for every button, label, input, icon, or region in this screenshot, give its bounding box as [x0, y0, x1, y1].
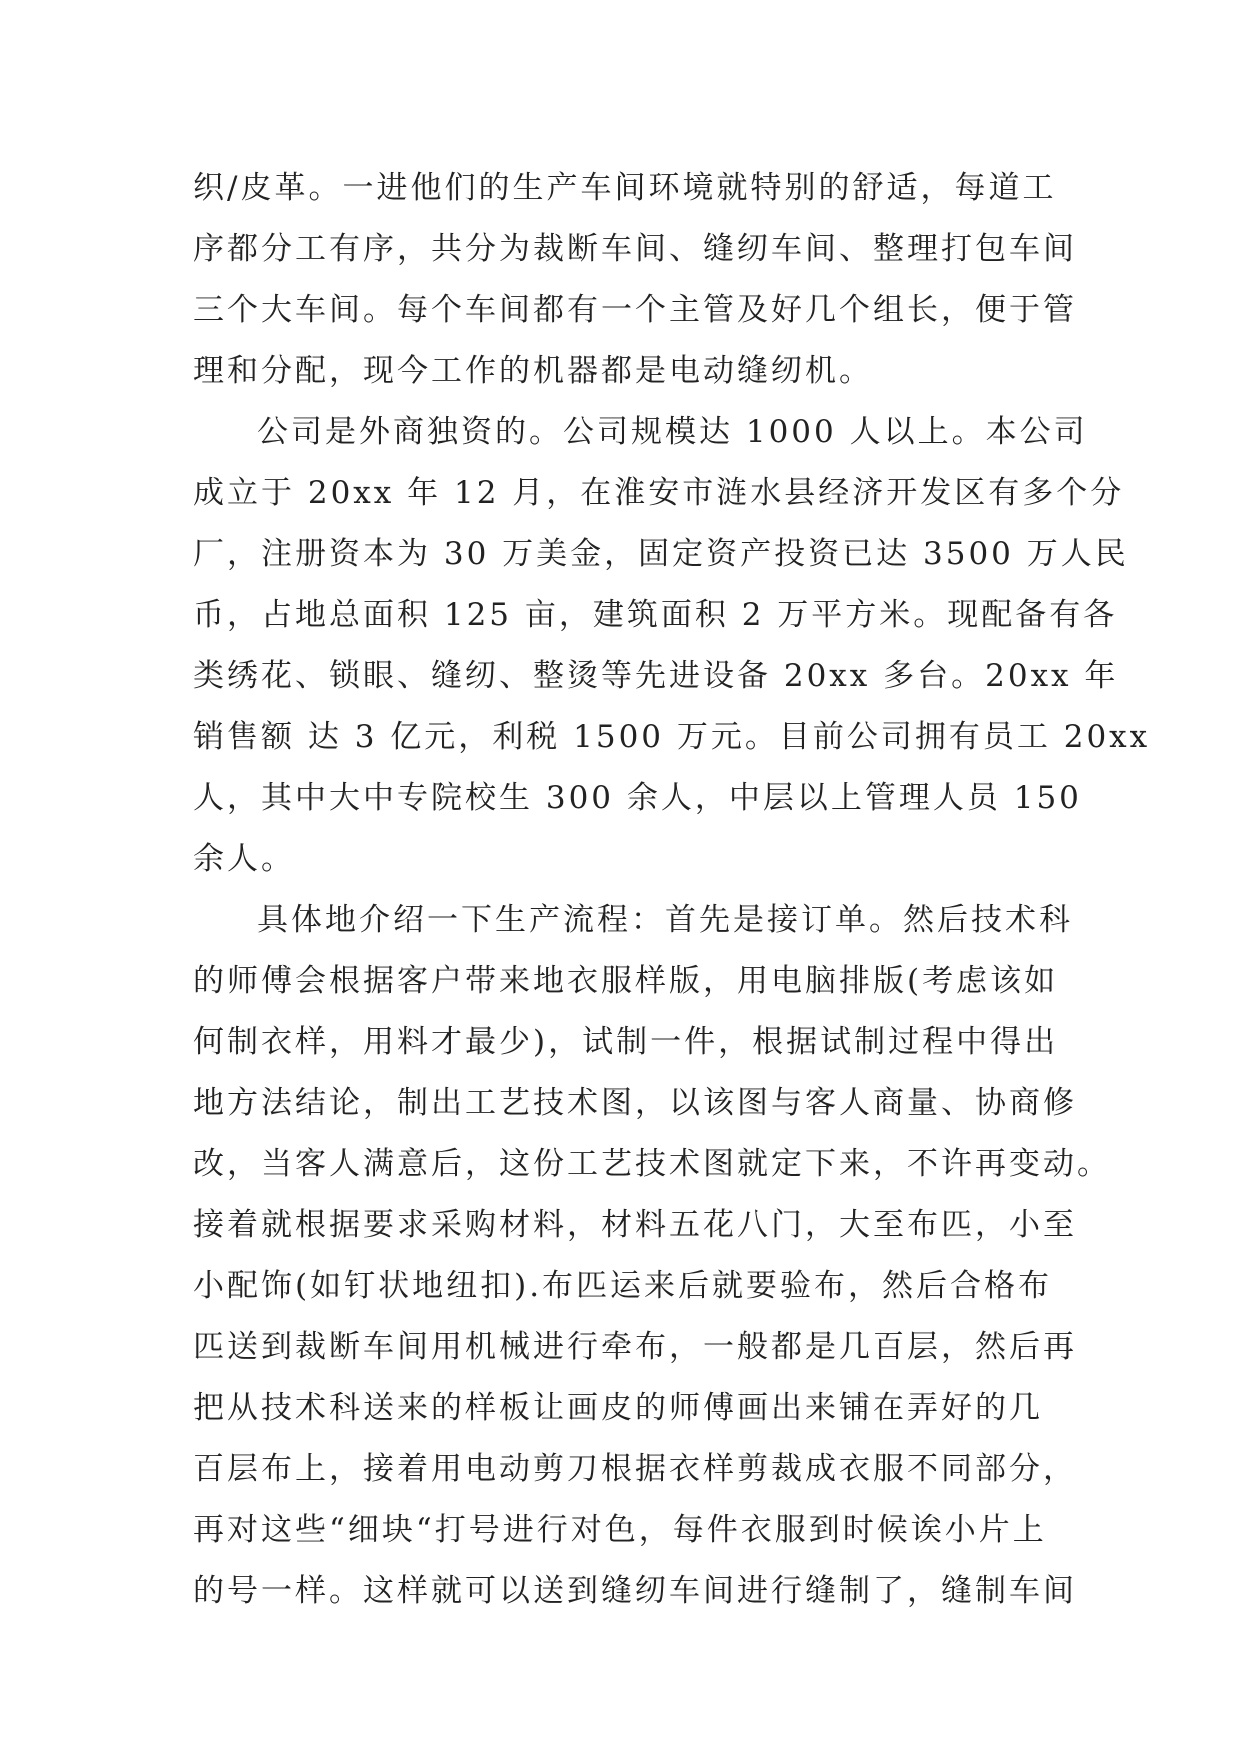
text-line: 匹送到裁断车间用机械进行牵布，一般都是几百层，然后再	[193, 1329, 1077, 1365]
body-text	[193, 158, 1151, 1622]
text-line: 公司是外商独资的。公司规模达 1000 人以上。本公司	[257, 414, 1088, 450]
text-line: 地方法结论，制出工艺技术图，以该图与客人商量、协商修	[193, 1085, 1077, 1121]
text-line: 类绣花、锁眼、缝纫、整烫等先进设备 20xx 多台。20xx 年	[193, 658, 1119, 694]
text-line: 小配饰(如钉状地纽扣).布匹运来后就要验布，然后合格布	[193, 1268, 1053, 1304]
paragraph	[193, 158, 1077, 402]
text-line: 币，占地总面积 125 亩，建筑面积 2 万平方米。现配备有各	[193, 597, 1118, 633]
text-line: 余人。	[193, 841, 295, 877]
text-line: 何制衣样，用料才最少)，试制一件，根据试制过程中得出	[193, 1024, 1059, 1060]
text-line: 厂，注册资本为 30 万美金，固定资产投资已达 3500 万人民	[193, 536, 1129, 572]
text-line: 成立于 20xx 年 12 月，在淮安市涟水县经济开发区有多个分	[193, 475, 1125, 511]
text-line: 改，当客人满意后，这份工艺技术图就定下来，不许再变动。	[193, 1146, 1111, 1182]
text-line: 三个大车间。每个车间都有一个主管及好几个组长，便于管	[193, 292, 1077, 328]
text-line: 销售额 达 3 亿元，利税 1500 万元。目前公司拥有员工 20xx	[193, 719, 1151, 755]
text-line: 的号一样。这样就可以送到缝纫车间进行缝制了，缝制车间	[193, 1573, 1077, 1609]
paragraph	[193, 402, 1151, 890]
text-line: 的师傅会根据客户带来地衣服样版，用电脑排版(考虑该如	[193, 963, 1059, 999]
text-line: 人，其中大中专院校生 300 余人，中层以上管理人员 150	[193, 780, 1082, 816]
text-line: 把从技术科送来的样板让画皮的师傅画出来铺在弄好的几	[193, 1390, 1043, 1426]
text-line: 百层布上，接着用电动剪刀根据衣样剪裁成衣服不同部分，	[193, 1451, 1077, 1487]
text-line: 理和分配，现今工作的机器都是电动缝纫机。	[193, 353, 873, 389]
text-line: 织/皮革。一进他们的生产车间环境就特别的舒适，每道工	[193, 170, 1057, 206]
text-line: 接着就根据要求采购材料，材料五花八门，大至布匹，小至	[193, 1207, 1077, 1243]
text-line: 具体地介绍一下生产流程：首先是接订单。然后技术科	[257, 902, 1073, 938]
text-line: 序都分工有序，共分为裁断车间、缝纫车间、整理打包车间	[193, 231, 1077, 267]
paragraph	[193, 890, 1111, 1622]
text-line: 再对这些“细块“打号进行对色，每件衣服到时候诶小片上	[193, 1512, 1047, 1548]
